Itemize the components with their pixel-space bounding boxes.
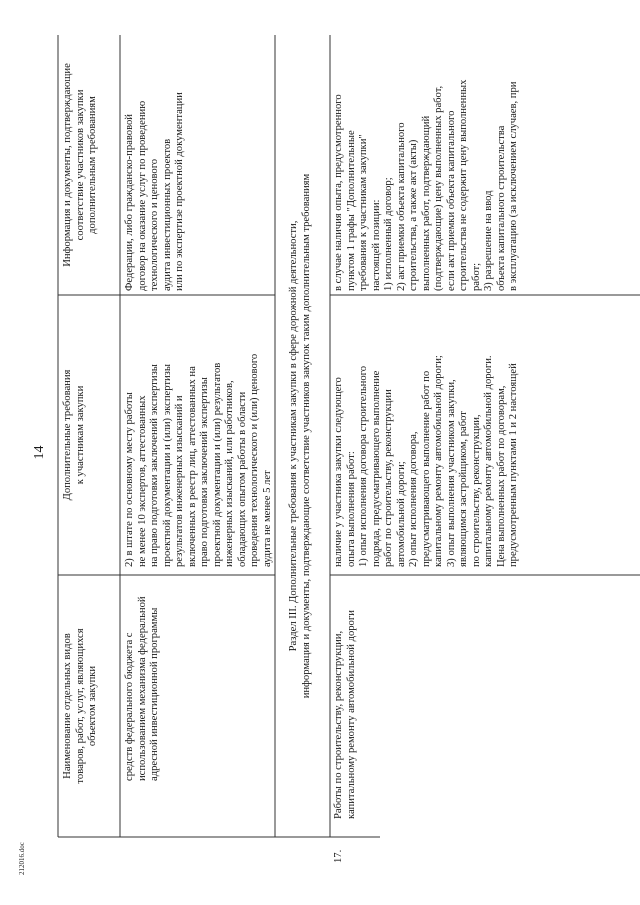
text-line: 2) в штате по основному месту работы: [124, 392, 135, 567]
text-line: средств федерального бюджета с: [124, 632, 135, 781]
text-line: Работы по строительству, реконструкции,: [333, 630, 344, 819]
row-number: 17.: [333, 849, 344, 863]
text-line: в случае наличия опыта, предусмотренного: [333, 94, 344, 291]
text-line: проведения технологического и (или) ценового: [249, 353, 260, 567]
text-line: работ;: [470, 262, 482, 291]
text-line: договор на оказание услуг по проведению: [136, 100, 148, 291]
text-line: проектной документации и (или) результатов: [211, 362, 223, 567]
text-line: 2) опыт исполнения договора,: [408, 431, 419, 567]
text-line: если акт приемки объекта капитального: [445, 110, 457, 291]
text-line: (подтверждающие) цену выполненных работ,: [433, 85, 444, 291]
text-line: инженерных изысканий, или работников,: [224, 380, 235, 567]
row-17-documents: [333, 35, 521, 291]
header-line: дополнительным требованиям: [87, 96, 98, 234]
text-line: по строительству, реконструкции,: [470, 414, 482, 567]
header-line: товаров, работ, услуг, являющихся: [74, 628, 86, 784]
text-line: подряда, предусматривающего выполнение: [370, 370, 382, 567]
header-line: Информация и документы, подтверждающие: [62, 63, 73, 267]
text-line: опыта выполнения работ:: [345, 451, 357, 567]
text-line: предусмотренным пунктами 1 и 2 настоящей: [508, 363, 519, 567]
text-line: в эксплуатацию (за исключением случаев, при: [508, 81, 519, 291]
text-line: результатов инженерных изысканий и: [174, 395, 185, 567]
section-heading: [288, 35, 313, 837]
text-line: пунктом 1 графы "Дополнительные: [345, 130, 357, 291]
text-line: 1) исполненный договор;: [383, 177, 394, 291]
header-line: к участникам закупки: [74, 385, 86, 485]
text-line: предусматривающего выполнение работ по: [420, 370, 432, 567]
header-line: Наименование отдельных видов: [62, 633, 73, 779]
text-line: капитальному ремонту автомобильной дороги: [345, 610, 357, 819]
text-line: автомобильной дороги;: [395, 461, 407, 567]
row-17-requirements: [333, 295, 521, 567]
section-heading-line: информация и документы, подтверждающие соответствие участников закупок таким дополнительным требованиям: [300, 173, 312, 699]
text-line: использованием механизма федеральной: [136, 596, 148, 781]
text-line: 2) акт приемки объекта капитального: [395, 122, 407, 291]
text-line: не менее 10 экспертов, аттестованных: [136, 395, 148, 567]
row-continued-name: [124, 575, 162, 781]
text-line: или по экспертизе проектной документации: [174, 92, 185, 291]
text-line: капитальному ремонту автомобильной дороги;: [433, 355, 444, 567]
header-additional-requirements: [62, 295, 87, 575]
section-heading-line: Раздел III. Дополнительные требования к участникам закупки в сфере дорожной деятельности,: [288, 220, 299, 652]
header-confirming-documents: [62, 35, 100, 295]
text-line: являющимся застройщиком, работ: [458, 411, 469, 567]
text-line: технологического и ценового: [149, 158, 160, 291]
text-line: включенных в реестр лиц, аттестованных на: [186, 366, 198, 567]
text-line: настоящей позиции:: [370, 199, 382, 291]
text-line: требования к участникам закупки": [358, 134, 369, 291]
header-line: Дополнительные требования: [62, 369, 73, 501]
header-line: соответствие участников закупки: [74, 89, 86, 241]
text-line: Федерации, либо гражданско-правовой: [124, 114, 135, 291]
text-line: строительства не содержит цену выполненных: [458, 79, 469, 291]
text-line: адресной инвестиционной программы: [149, 607, 160, 781]
text-line: объекта капитального строительства: [495, 125, 507, 291]
row-continued-requirements: [124, 295, 274, 567]
text-line: на право подготовки заключений экспертизы: [149, 364, 160, 567]
text-line: наличие у участника закупки следующего: [333, 377, 344, 567]
text-line: выполненных работ, подтверждающий: [420, 115, 432, 291]
text-line: 3) опыт выполнения участником закупки,: [445, 379, 457, 567]
text-line: проектной документации и (или) экспертизы: [161, 364, 173, 567]
file-name: 212016.doc: [18, 842, 26, 875]
text-line: аудита не менее 5 лет: [261, 470, 273, 567]
text-line: 3) разрешение на ввод: [483, 190, 494, 291]
page-number: 14: [32, 445, 47, 460]
text-line: капитальному ремонту автомобильной дороги.: [483, 355, 494, 567]
text-line: право подготовки заключений экспертизы: [199, 377, 210, 567]
header-item-name: [62, 575, 100, 837]
text-line: 1) опыт исполнения договора строительного: [358, 365, 369, 567]
text-line: аудита инвестиционных проектов: [161, 138, 173, 291]
row-continued-documents: [124, 35, 187, 291]
row-17-name: [333, 575, 358, 819]
text-line: обладающих опытом работы в области: [236, 391, 248, 567]
text-line: Цена выполненных работ по договорам,: [495, 385, 507, 567]
text-line: строительства, а также акт (акты): [408, 139, 419, 291]
header-line: объектом закупки: [87, 665, 98, 747]
text-line: работ по строительству, реконструкции: [383, 389, 394, 567]
